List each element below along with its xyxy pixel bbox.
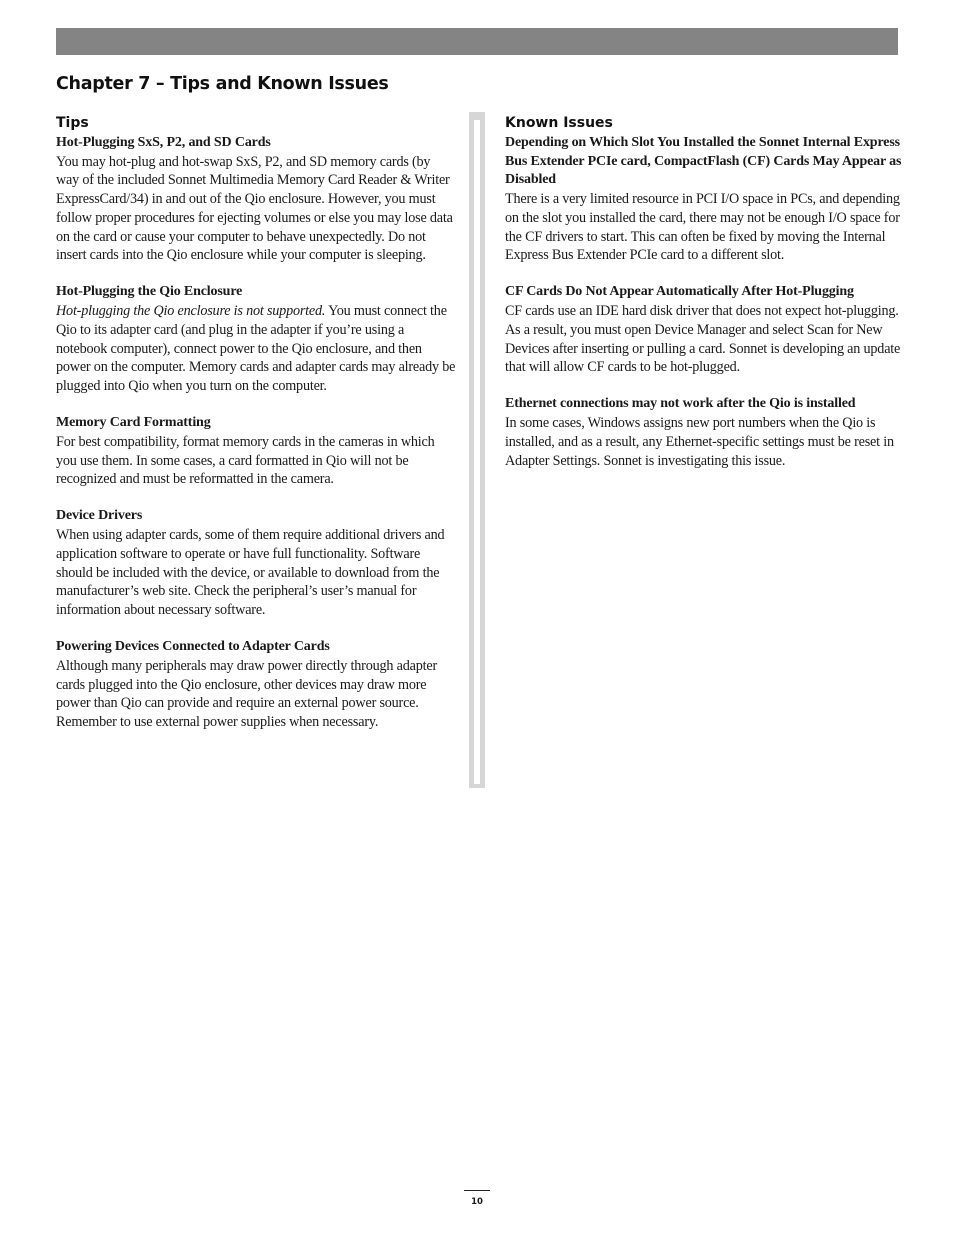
issue-body: There is a very limited resource in PCI I/O space in PCs, and depending on the slot you installed the card, there may not be enough I/O space for the CF drivers to start. This can often be fixed by moving the Internal Express Bus Extender PCIe card to a different slot. [505, 191, 900, 264]
known-issues-heading: Known Issues [505, 115, 613, 131]
column-divider [469, 112, 485, 788]
tip-body [56, 302, 456, 396]
tip-title: Device Drivers [56, 508, 143, 524]
page-footer [464, 1190, 490, 1207]
header-bar [56, 28, 898, 55]
tip-title: Hot-Plugging the Qio Enclosure [56, 284, 243, 300]
tips-heading: Tips [56, 115, 89, 131]
tip-device-drivers [56, 507, 456, 619]
tip-powering-devices [56, 638, 456, 732]
issue-ethernet [505, 395, 902, 470]
issue-title: CF Cards Do Not Appear Automatically After Hot-Plugging [505, 284, 854, 300]
tip-title: Powering Devices Connected to Adapter Cards [56, 639, 330, 655]
page-number: 10 [471, 1197, 483, 1207]
footer-rule [464, 1190, 490, 1191]
tip-warning-text: Hot-plugging the Qio enclosure is not supported. [56, 303, 326, 320]
tip-body: Although many peripherals may draw power directly through adapter cards plugged into the Qio enclosure, other devices may draw more power than Qio can provide and require an external power source. Remember to use external power supplies when necessary. [56, 657, 437, 730]
issue-body: In some cases, Windows assigns new port numbers when the Qio is installed, and as a result, any Ethernet-specific settings must be reset in Adapter Settings. Sonnet is investigating this issue. [505, 415, 894, 469]
tips-column [56, 112, 456, 750]
tip-body: You may hot-plug and hot-swap SxS, P2, and SD memory cards (by way of the included Sonnet Multimedia Memory Card Reader & Writer ExpressCard/34) in and out of the Qio enclosure. However, you must follow proper procedures for ejecting volumes or else you may lose data on the card or cause your computer to behave unexpectedly. Do not insert cards into the Qio enclosure while your computer is sleeping. [56, 153, 453, 264]
tip-memory-card-formatting [56, 414, 456, 489]
issue-body: CF cards use an IDE hard disk driver that does not expect hot-plugging. As a result, you must open Device Manager and select Scan for New Devices after inserting or pulling a card. Sonnet is developing an update that will allow CF cards to be hot-plugged. [505, 303, 901, 376]
issue-cf-hot-plugging [505, 283, 902, 377]
issue-title: Depending on Which Slot You Installed the Sonnet Internal Express Bus Extender PCIe card, CompactFlash (CF) Cards May Appear as Disabled [505, 135, 902, 188]
column-divider-inner [474, 120, 480, 784]
tip-body: For best compatibility, format memory cards in the cameras in which you use them. In some cases, a card formatted in Qio will not be recognized and must be reformatted in the camera. [56, 433, 435, 488]
tip-hot-plugging-enclosure [56, 283, 456, 395]
chapter-title: Chapter 7 – Tips and Known Issues [56, 74, 389, 94]
tip-title: Memory Card Formatting [56, 415, 211, 431]
issue-cf-disabled [505, 134, 902, 265]
tip-hot-plugging-cards [56, 134, 456, 265]
known-issues-column [505, 112, 902, 489]
tip-body-text: You must connect the Qio to its adapter card (and plug in the adapter if you’re using a notebook computer), connect power to the Qio enclosure, and then power on the computer. Memory cards and adapter cards may already be plugged into Qio when you turn on the computer. [56, 303, 456, 394]
tip-body: When using adapter cards, some of them require additional drivers and application software to operate or have full functionality. Software should be included with the device, or available to download from the manufacturer’s web site. Check the peripheral’s user’s manual for information about necessary software. [56, 527, 445, 618]
tip-title: Hot-Plugging SxS, P2, and SD Cards [56, 135, 271, 150]
issue-title: Ethernet connections may not work after the Qio is installed [505, 396, 856, 412]
